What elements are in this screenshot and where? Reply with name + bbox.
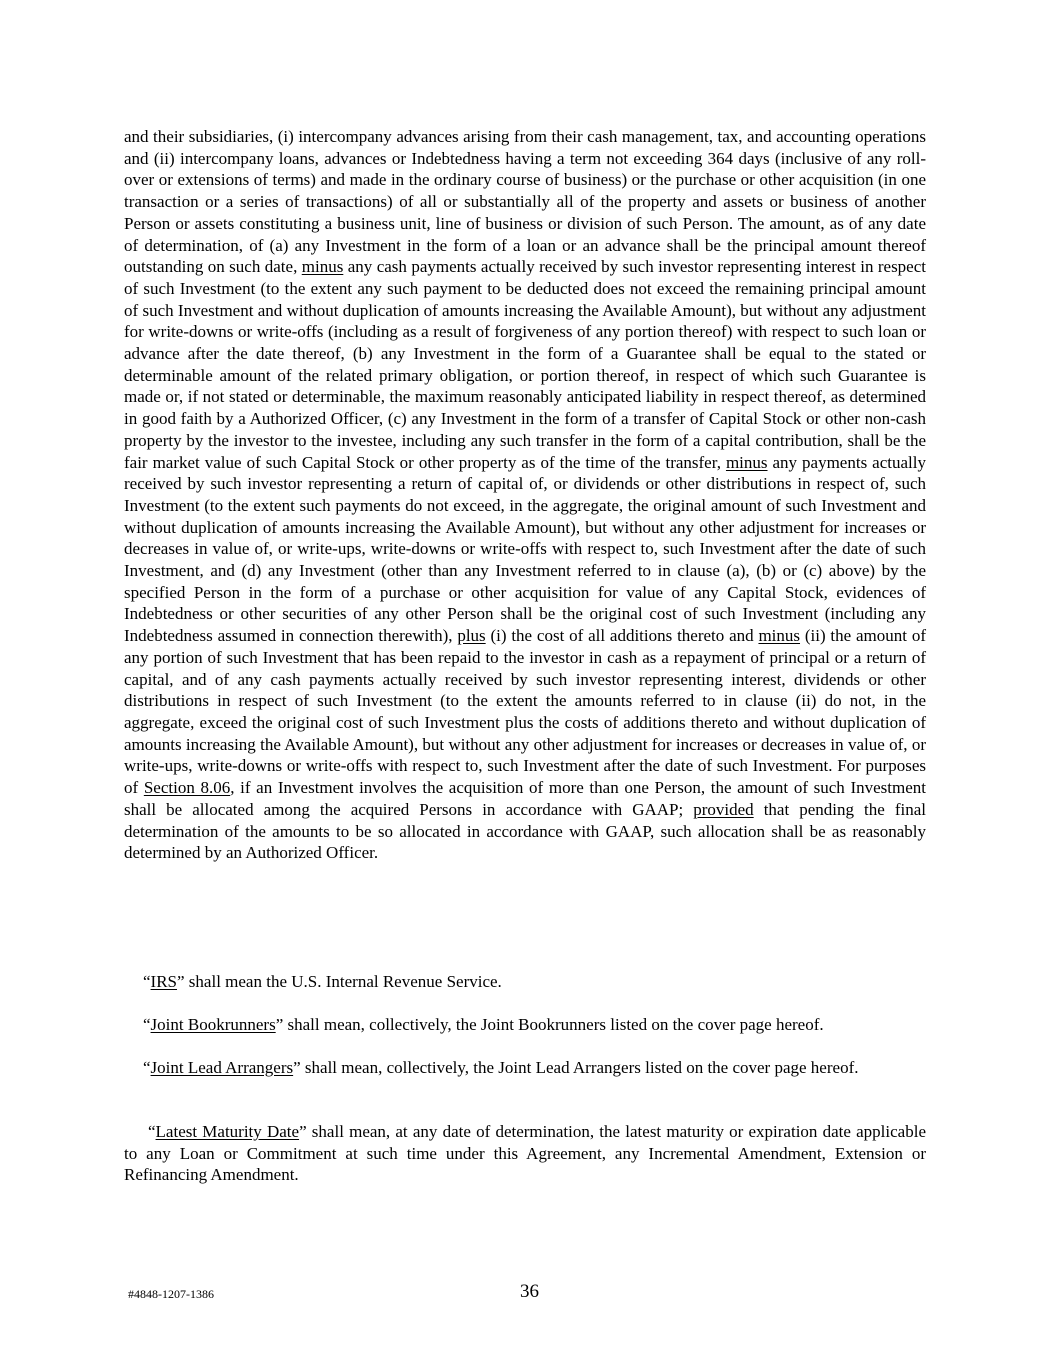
irs-definition — [143, 971, 926, 993]
jb-open-quote: “ — [143, 1015, 151, 1034]
irs-definition-text: ” shall mean the U.S. Internal Revenue Service. — [177, 972, 502, 991]
main-text-3: any payments actually received by such investor representing a return of capital of, or dividends or other distributions in respect of, such Investment (to the extent such payments do not exceed, in the aggregate, the original amount of such Investment and without duplication of amounts increasing the Available Amount), but without any other adjustment for increases or decreases in value of, or write-ups, write-downs or write-offs with respect to, such Investment after the date of such Investment, and (d) any Investment (other than any Investment referred to in clause (a), (b) or (c) above) by the specified Person in the form of a purchase or other acquisition for value of any Capital Stock, evidences of Indebtedness or other securities of any other Person shall be the original cost of such Investment (including any Indebtedness assumed in connection therewith), — [124, 452, 926, 646]
latest-maturity-date-definition — [124, 1121, 926, 1186]
jla-open-quote: “ — [143, 1058, 151, 1077]
joint-bookrunners-term: Joint Bookrunners — [150, 1015, 276, 1034]
underlined-minus-1: minus — [301, 257, 344, 277]
main-text-6: , if an Investment involves the acquisition of more than one Person, the amount of such Investment shall be allocated among the acquired Persons in accordance with GAAP; — [124, 778, 926, 819]
main-text-5: (ii) the amount of any portion of such Investment that has been repaid to the investor in cash as a repayment of principal or a return of capital, and of any cash payments actually received by such investor representing interest, dividends or other distributions in respect of such Investment (to the extent the amounts referred to in clause (ii) do not, in the aggregate, exceed the original cost of such Investment plus the costs of additions thereto and without duplication of amounts increasing the Available Amount), but without any other adjustment for increases or decreases in value of, or write-ups, write-downs or write-offs with respect to, such Investment after the date of such Investment. For purposes of — [124, 626, 926, 798]
jb-definition-text: ” shall mean, collectively, the Joint Bookrunners listed on the cover page hereof. — [275, 1015, 824, 1034]
jla-definition-text: ” shall mean, collectively, the Joint Lead Arrangers listed on the cover page hereof. — [293, 1058, 859, 1077]
main-text-2: any cash payments actually received by such investor representing interest in respect of such Investment (to the extent any such payment to be deducted does not exceed the remaining principal amount of such Investment and without duplication of amounts increasing the Available Amount), but without any adjustment for write-downs or write-offs (including as a result of forgiveness of any portion thereof) with respect to such loan or advance after the date thereof, (b) any Investment in the form of a Guarantee shall be equal to the stated or determinable amount of the related primary obligation, or portion thereof, in respect of which such Guarantee is made or, if not stated or determinable, the maximum reasonably anticipated liability in respect thereof, as determined in good faith by a Authorized Officer, (c) any Investment in the form of a transfer of Capital Stock or other non-cash property by the investor to the investee, including any such transfer in the form of a capital contribution, shall be the fair market value of such Capital Stock or other property as of the time of the transfer, — [124, 257, 926, 472]
page-number: 36 — [520, 1281, 539, 1302]
underlined-minus-3: minus — [758, 626, 801, 646]
investment-definition-paragraph — [124, 126, 926, 864]
latest-maturity-date-term: Latest Maturity Date — [155, 1122, 300, 1141]
lmd-definition-text: ” shall mean, at any date of determination, the latest maturity or expiration date applicable to any Loan or Commitment at such time under this Agreement, any Incremental Amendment, Extension or Refinancing Amendment. — [124, 1122, 926, 1185]
main-text-4: (i) the cost of all additions thereto and — [485, 626, 759, 646]
lmd-open-quote: “ — [148, 1122, 156, 1141]
irs-term: IRS — [150, 972, 178, 991]
joint-lead-arrangers-definition — [124, 1057, 926, 1079]
irs-open-quote: “ — [143, 972, 151, 991]
joint-bookrunners-definition — [143, 1014, 926, 1036]
section-reference: Section 8.06 — [143, 778, 231, 798]
underlined-minus-2: minus — [725, 452, 768, 472]
joint-lead-arrangers-term: Joint Lead Arrangers — [150, 1058, 294, 1077]
main-text-1: and their subsidiaries, (i) intercompany advances arising from their cash management, tax, and accounting operations and (ii) intercompany loans, advances or Indebtedness having a term not exceeding 364 days (inclusive of any roll-over or extensions of terms) and made in the ordinary course of business) or the purchase or other acquisition (in one transaction or a series of transactions) of all or substantially all of the property and assets or business of another Person or assets constituting a business unit, line of business or division of such Person. The amount, as of any date of determination, of (a) any Investment in the form of a loan or an advance shall be the principal amount thereof outstanding on such date, — [124, 127, 926, 277]
main-text-7: that pending the final determination of the amounts to be so allocated in accordance with GAAP, such allocation shall be as reasonably determined by an Authorized Officer. — [124, 799, 926, 863]
underlined-provided: provided — [693, 799, 754, 819]
document-id-footer: #4848-1207-1386 — [128, 1287, 214, 1301]
underlined-plus: plus — [457, 626, 486, 646]
